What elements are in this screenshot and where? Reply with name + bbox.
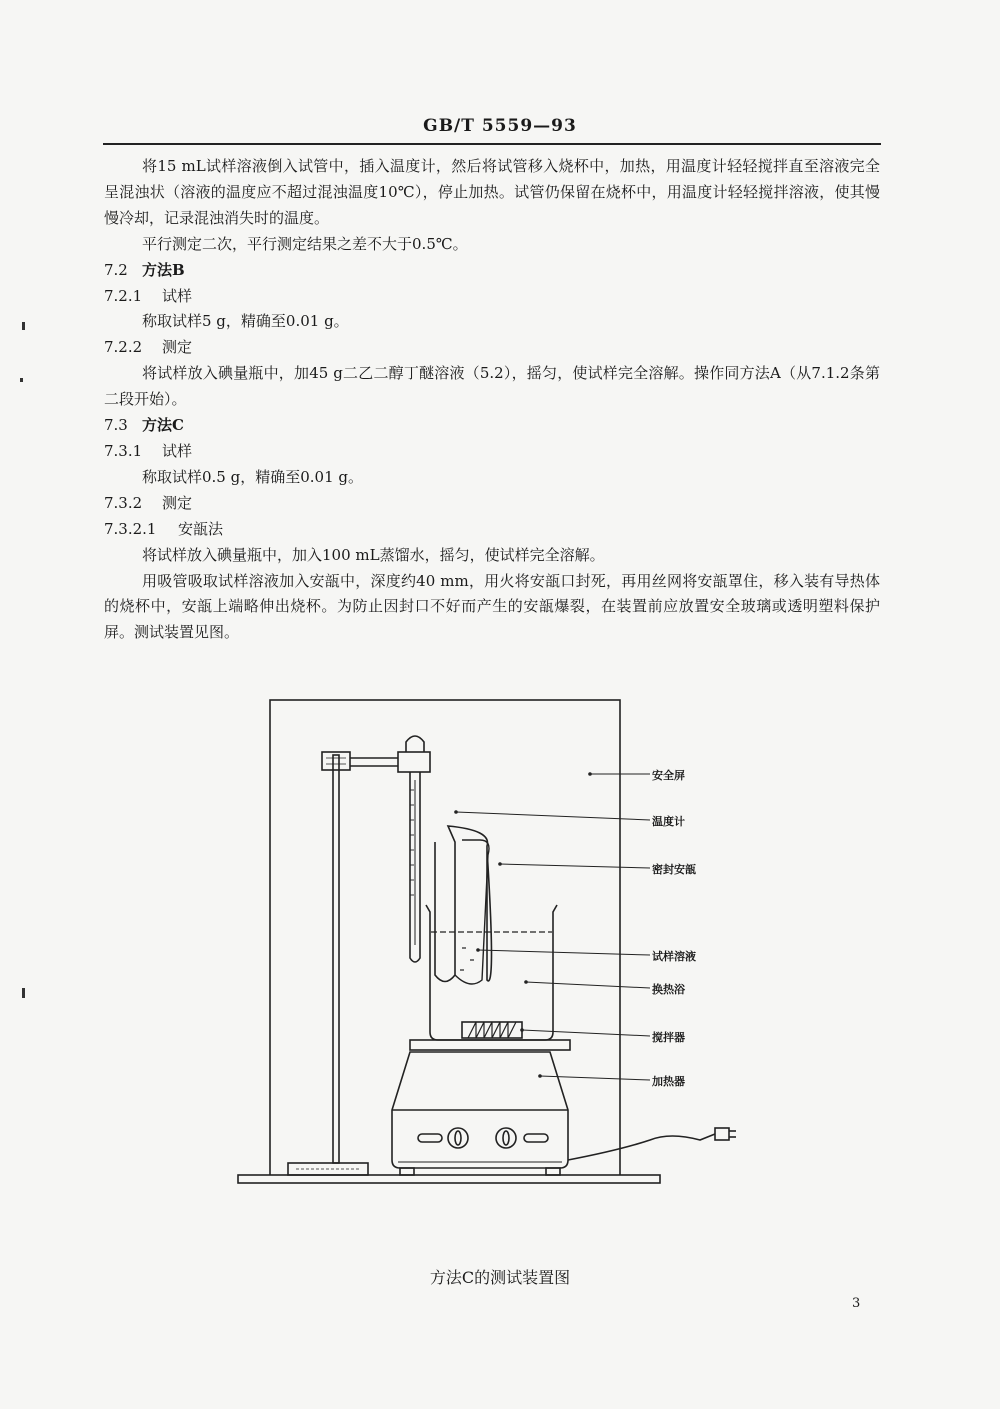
stand-rod	[333, 755, 339, 1163]
section-7-3-1-heading	[104, 439, 880, 465]
heater-plate	[410, 1040, 570, 1050]
label-thermometer: 温度计	[652, 815, 685, 828]
margin-mark-1	[22, 322, 25, 330]
section-number: 7.2.1	[104, 286, 143, 305]
page-number: 3	[852, 1296, 861, 1311]
body-text	[104, 154, 880, 646]
section-7-2-1-heading	[104, 284, 880, 310]
section-title: 方法C	[142, 416, 184, 435]
label-heater: 加热器	[652, 1075, 685, 1088]
paragraph-parallel-measurement: 平行测定二次，平行测定结果之差不大于0.5℃。	[142, 234, 468, 253]
section-title: 测定	[162, 493, 193, 512]
section-7-3-heading	[104, 413, 880, 439]
label-safety-screen: 安全屏	[652, 769, 685, 782]
label-sealed-ampoule: 密封安瓿	[652, 863, 696, 876]
section-title: 方法B	[142, 260, 185, 279]
power-plug	[715, 1128, 729, 1140]
page-header-standard-code: GB/T 5559—93	[423, 116, 577, 136]
base-board	[238, 1175, 660, 1183]
section-number: 7.2	[104, 260, 128, 279]
paragraph-method-b-determination: 将试样放入碘量瓶中，加45 g二乙二醇丁醚溶液（5.2），摇匀，使试样完全溶解。操作同方法A（从7.1.2条第二段开始）。	[104, 364, 880, 409]
section-7-2-heading	[104, 258, 880, 284]
section-title: 试样	[162, 441, 193, 460]
label-sample-solution: 试样溶液	[652, 950, 696, 963]
apparatus-figure	[230, 690, 770, 1190]
paragraph-method-b-sample: 称取试样5 g，精确至0.01 g。	[142, 312, 349, 331]
paragraph-method-a-procedure: 将15 mL试样溶液倒入试管中，插入温度计，然后将试管移入烧杯中，加热，用温度计轻轻搅拌直至溶液完全呈混浊状（溶液的温度应不超过混浊温度10℃），停止加热。试管仍保留在烧杯中，用温度计轻轻搅拌溶液，使其慢慢冷却，记录混浊消失时的温度。	[104, 157, 880, 227]
section-title: 安瓿法	[178, 519, 224, 538]
section-title: 试样	[162, 286, 193, 305]
section-number: 7.3.2.1	[104, 519, 157, 538]
paragraph-method-c-sample: 称取试样0.5 g，精确至0.01 g。	[142, 467, 363, 486]
figure-caption: 方法C的测试装置图	[429, 1268, 571, 1287]
section-number: 7.3	[104, 416, 128, 435]
section-7-3-2-heading	[104, 491, 880, 517]
section-number: 7.3.2	[104, 493, 143, 512]
paragraph-ampoule-dissolve: 将试样放入碘量瓶中，加入100 mL蒸馏水，摇匀，使试样完全溶解。	[142, 545, 605, 564]
margin-mark-2	[20, 378, 23, 382]
power-cord	[568, 1134, 715, 1160]
header-rule	[103, 143, 881, 145]
thermometer-clamp	[398, 752, 430, 772]
section-7-2-2-heading	[104, 335, 880, 361]
label-stirrer: 搅拌器	[652, 1031, 685, 1044]
apparatus-drawing	[230, 690, 770, 1190]
section-number: 7.2.2	[104, 338, 143, 357]
section-7-3-2-1-heading	[104, 517, 880, 543]
paragraph-ampoule-procedure: 用吸管吸取试样溶液加入安瓿中，深度约40 mm，用火将安瓿口封死，再用丝网将安瓿罩住，移入装有导热体的烧杯中，安瓿上端略伸出烧杯。为防止因封口不好而产生的安瓿爆裂，在装置前应放置安全玻璃或透明塑料保护屏。测试装置见图。	[104, 571, 880, 642]
margin-mark-3	[22, 988, 25, 998]
section-title: 测定	[162, 338, 193, 357]
section-number: 7.3.1	[104, 441, 143, 460]
label-heat-bath: 换热浴	[652, 983, 685, 996]
